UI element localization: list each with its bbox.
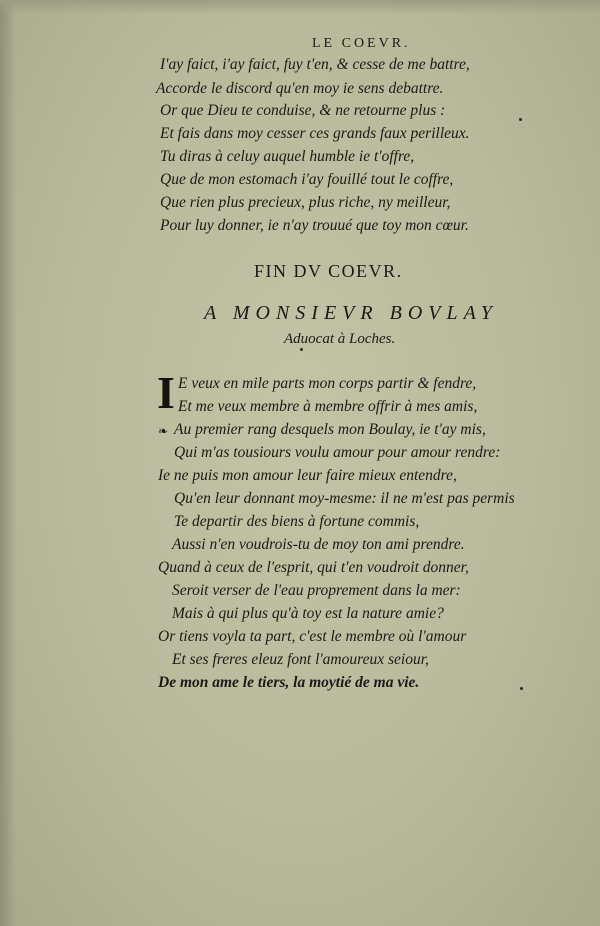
- verse-line: Seroit verser de l'eau proprement dans la mer:: [172, 582, 461, 599]
- verse-line: Tu diras à celuy auquel humble ie t'offre,: [160, 148, 415, 165]
- poem-subtitle: Aduocat à Loches.: [284, 331, 396, 347]
- verse-line: Or tiens voyla ta part, c'est le membre où l'amour: [158, 628, 467, 645]
- verse-line: Ie ne puis mon amour leur faire mieux entendre,: [158, 467, 457, 484]
- verse-line: Aussi n'en voudrois-tu de moy ton ami prendre.: [172, 536, 465, 553]
- verse-line: Que de mon estomach i'ay fouillé tout le coffre,: [160, 171, 454, 188]
- drop-cap: I: [157, 367, 175, 418]
- ink-speck: [520, 687, 523, 690]
- verse-line: Or que Dieu te conduise, & ne retourne plus :: [160, 102, 446, 119]
- verse-line: Que rien plus precieux, plus riche, ny meilleur,: [160, 194, 451, 211]
- ink-speck: [300, 348, 303, 351]
- page-top-shadow: [0, 0, 600, 14]
- verse-line: Pour luy donner, ie n'ay trouué que toy mon cœur.: [160, 217, 469, 234]
- verse-line: Te departir des biens à fortune commis,: [174, 513, 420, 530]
- verse-line: Qui m'as tousiours voulu amour pour amour rendre:: [174, 444, 501, 461]
- poem-title: A MONSIEVR BOVLAY: [204, 302, 498, 324]
- ink-speck: [519, 118, 522, 121]
- fin-heading: FIN DV COEVR.: [254, 261, 403, 281]
- verse-line: De mon ame le tiers, la moytié de ma vie.: [158, 674, 420, 691]
- verse-line: Quand à ceux de l'esprit, qui t'en voudroit donner,: [158, 559, 469, 576]
- verse-line: Accorde le discord qu'en moy ie sens debattre.: [156, 80, 444, 97]
- verse-line: E veux en mile parts mon corps partir & fendre,: [178, 375, 477, 392]
- stanza-mark-icon: ❧: [158, 424, 169, 438]
- running-head: LE COEVR.: [312, 36, 411, 51]
- verse-line: Et ses freres eleuz font l'amoureux seiour,: [172, 651, 429, 668]
- page-gutter-shadow: [0, 0, 16, 926]
- verse-line: Et me veux membre à membre offrir à mes amis,: [178, 398, 478, 415]
- verse-line: Au premier rang desquels mon Boulay, ie t'ay mis,: [174, 421, 486, 438]
- verse-line: I'ay faict, i'ay faict, fuy t'en, & cesse de me battre,: [160, 56, 470, 73]
- verse-line: Et fais dans moy cesser ces grands faux perilleux.: [160, 125, 470, 142]
- verse-line: Qu'en leur donnant moy-mesme: il ne m'est pas permis: [174, 490, 515, 507]
- verse-line: Mais à qui plus qu'à toy est la nature amie?: [172, 605, 444, 622]
